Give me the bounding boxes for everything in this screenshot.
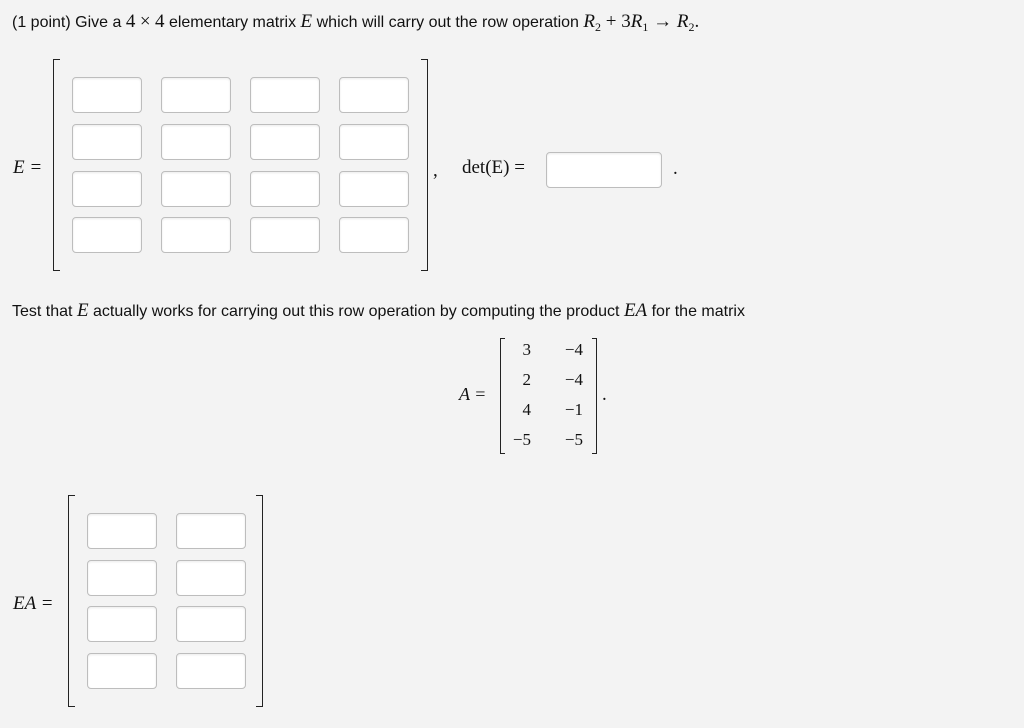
ea-cell-input[interactable] bbox=[176, 513, 246, 549]
e-cell-input[interactable] bbox=[250, 124, 320, 160]
ea-matrix-label: EA = bbox=[13, 593, 54, 614]
row-r2-subscript: 2 bbox=[595, 20, 602, 34]
e-cell-input[interactable] bbox=[161, 124, 231, 160]
prompt-start: Give a bbox=[75, 14, 122, 31]
op-plus-three: + 3 bbox=[605, 11, 631, 32]
row-r1-symbol: R bbox=[630, 11, 643, 32]
ea-cell-input[interactable] bbox=[87, 653, 157, 689]
e-cell-input[interactable] bbox=[72, 77, 142, 113]
ea-matrix-right-bracket bbox=[256, 495, 263, 707]
e-cell-input[interactable] bbox=[72, 124, 142, 160]
product-ea: EA bbox=[623, 300, 648, 321]
row-r1-subscript: 1 bbox=[642, 20, 649, 34]
row-r2-target-subscript: 2 bbox=[688, 20, 695, 34]
ea-cell-input[interactable] bbox=[176, 653, 246, 689]
ea-cell-input[interactable] bbox=[176, 606, 246, 642]
ea-matrix-left-bracket bbox=[68, 495, 75, 707]
a-matrix-entry: −4 bbox=[564, 340, 583, 359]
points-label: (1 point) bbox=[12, 14, 71, 31]
matrix-e-symbol: E bbox=[300, 11, 313, 32]
row-operation bbox=[583, 11, 699, 32]
ea-cell-input[interactable] bbox=[87, 560, 157, 596]
op-period: . bbox=[694, 11, 700, 32]
test-text-end: for the matrix bbox=[651, 303, 745, 320]
det-period: . bbox=[673, 158, 678, 179]
test-matrix-e: E bbox=[76, 300, 89, 321]
e-cell-input[interactable] bbox=[72, 171, 142, 207]
a-matrix-entry: 3 bbox=[522, 340, 531, 359]
e-matrix-right-bracket bbox=[421, 59, 428, 271]
prompt-end: which will carry out the row operation bbox=[316, 14, 579, 31]
row-r2-symbol: R bbox=[583, 11, 596, 32]
a-matrix-entry: −1 bbox=[564, 400, 583, 419]
a-matrix-right-bracket bbox=[592, 338, 597, 454]
e-cell-input[interactable] bbox=[161, 217, 231, 253]
size-b: 4 bbox=[154, 11, 165, 32]
e-cell-input[interactable] bbox=[161, 77, 231, 113]
test-text-mid: actually works for carrying out this row operation by computing the product bbox=[93, 303, 620, 320]
e-matrix-label: E = bbox=[13, 157, 43, 178]
a-matrix-label: A = bbox=[459, 384, 487, 404]
a-matrix-period: . bbox=[602, 384, 607, 405]
e-matrix-left-bracket bbox=[53, 59, 60, 271]
e-cell-input[interactable] bbox=[250, 171, 320, 207]
a-matrix-entry: −5 bbox=[564, 430, 583, 449]
a-matrix-entry: 2 bbox=[522, 370, 531, 389]
det-input[interactable] bbox=[546, 152, 662, 188]
ea-cell-input[interactable] bbox=[87, 513, 157, 549]
size-a: 4 bbox=[125, 11, 136, 32]
e-cell-input[interactable] bbox=[339, 124, 409, 160]
row-r2-target-symbol: R bbox=[676, 11, 689, 32]
prompt-mid: elementary matrix bbox=[168, 14, 297, 31]
times-symbol: × bbox=[139, 11, 151, 32]
ea-cell-input[interactable] bbox=[87, 606, 157, 642]
test-text-start: Test that bbox=[12, 303, 73, 320]
test-statement bbox=[12, 300, 745, 322]
e-cell-input[interactable] bbox=[339, 171, 409, 207]
e-cell-input[interactable] bbox=[250, 217, 320, 253]
e-cell-input[interactable] bbox=[72, 217, 142, 253]
problem-statement bbox=[12, 11, 699, 35]
e-matrix-comma: , bbox=[433, 160, 438, 181]
a-matrix-entry: 4 bbox=[522, 400, 531, 419]
ea-cell-input[interactable] bbox=[176, 560, 246, 596]
arrow-symbol: → bbox=[653, 11, 673, 32]
a-matrix-entry: −5 bbox=[512, 430, 531, 449]
det-label: det(E) = bbox=[462, 157, 525, 178]
e-cell-input[interactable] bbox=[250, 77, 320, 113]
a-matrix-entry: −4 bbox=[564, 370, 583, 389]
e-cell-input[interactable] bbox=[161, 171, 231, 207]
e-cell-input[interactable] bbox=[339, 217, 409, 253]
e-cell-input[interactable] bbox=[339, 77, 409, 113]
